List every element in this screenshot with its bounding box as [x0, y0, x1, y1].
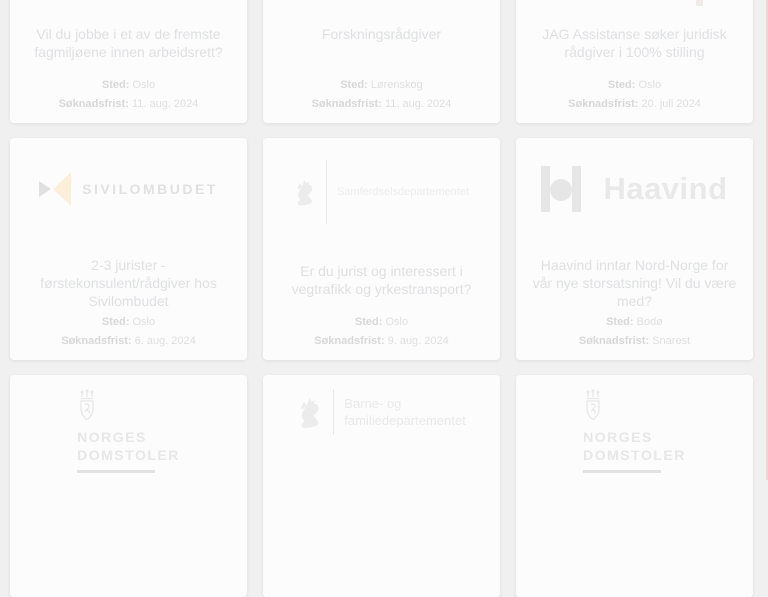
deadline-value: 9. aug. 2024 [387, 335, 449, 347]
deadline-label: Søknadsfrist: [314, 335, 385, 347]
norway-coat-of-arms-icon [297, 395, 323, 429]
department-name-line2: familiedepartementet [344, 413, 466, 428]
job-title: Vil du jobbe i et av de fremste fagmiljøene innen arbeidsrett? [34, 26, 223, 60]
haavind-logo-text: Haavind [603, 171, 728, 206]
norges-domstoler-line2: DOMSTOLER [583, 447, 686, 463]
job-title: Haavind inntar Nord-Norge for vår nye storsatsning! Vil du være med? [532, 257, 737, 309]
logo-underline [583, 470, 661, 473]
haavind-monogram-icon [541, 166, 581, 212]
employer-logo-area [26, 146, 231, 232]
job-meta [312, 73, 452, 113]
deadline-value: Snarest [652, 335, 691, 347]
norway-coat-of-arms-icon [294, 177, 316, 207]
employer-logo-area [532, 389, 737, 473]
logo-underline [77, 470, 155, 473]
job-meta [314, 310, 449, 350]
job-title: Er du jurist og interessert i vegtrafikk og yrkestransport? [291, 263, 472, 297]
location-value: Bodø [636, 316, 663, 328]
sivilombudet-logo-text: SIVILOMBUDET [82, 181, 218, 197]
location-label: Sted: [101, 316, 130, 328]
sivilombudet-logo [39, 172, 218, 206]
department-name: Samferdselsdepartementet [336, 186, 470, 198]
deadline-label: Søknadsfrist: [58, 98, 129, 110]
job-title: Forskningsrådgiver [321, 26, 442, 42]
samferdselsdepartementet-logo [294, 160, 469, 224]
job-title: JAG Assistanse søker juridisk rådgiver i 100% stilling [542, 26, 727, 60]
norges-domstoler-line1: NORGES [77, 429, 147, 445]
job-location [568, 78, 701, 92]
job-card[interactable] [10, 0, 247, 123]
location-value: Lørenskog [370, 79, 423, 91]
job-card[interactable] [263, 0, 500, 123]
job-meta [59, 73, 199, 113]
job-listing-grid [10, 0, 753, 597]
department-name-line1: Barne- og [344, 396, 402, 411]
job-location [314, 315, 449, 329]
location-value: Oslo [132, 316, 156, 328]
employer-logo-area [26, 389, 231, 473]
deadline-value: 11. aug. 2024 [384, 98, 452, 110]
court-crest-icon [584, 389, 602, 423]
job-deadline [314, 334, 449, 348]
job-deadline [59, 97, 199, 111]
job-location [61, 315, 196, 329]
department-name [344, 395, 465, 429]
location-label: Sted: [340, 79, 368, 91]
employer-logo-area [279, 146, 484, 238]
job-deadline [579, 334, 690, 348]
job-card[interactable] [516, 375, 753, 597]
deadline-value: 11. aug. 2024 [131, 98, 199, 110]
job-location [312, 78, 452, 92]
location-label: Sted: [354, 316, 383, 328]
employer-logo-area [532, 146, 737, 232]
employer-logo-area [279, 389, 484, 435]
deadline-label: Søknadsfrist: [578, 335, 650, 347]
location-label: Sted: [101, 79, 130, 91]
deadline-value: 20. juli 2024 [641, 98, 701, 110]
employer-logo-area [279, 0, 484, 1]
sivilombudet-arrow-icon [53, 172, 71, 206]
job-deadline [312, 97, 452, 111]
job-meta [579, 310, 690, 350]
deadline-value: 6. aug. 2024 [134, 335, 196, 347]
job-card[interactable] [263, 375, 500, 597]
location-value: Oslo [638, 79, 662, 91]
location-label: Sted: [606, 316, 634, 328]
location-value: Oslo [132, 79, 156, 91]
job-location [579, 315, 690, 329]
haavind-logo [541, 166, 727, 212]
employer-logo-area [26, 0, 231, 1]
norges-domstoler-logo [77, 389, 180, 473]
logo-divider [326, 160, 327, 224]
logo-divider [333, 389, 334, 435]
job-card[interactable] [263, 138, 500, 360]
deadline-label: Søknadsfrist: [568, 98, 639, 110]
cutoff-logo-icon [696, 0, 703, 6]
job-card[interactable] [10, 375, 247, 597]
deadline-label: Søknadsfrist: [61, 335, 132, 347]
job-meta [61, 310, 196, 350]
norges-domstoler-line2: DOMSTOLER [77, 447, 180, 463]
job-meta [568, 73, 701, 113]
employer-logo-area [532, 0, 737, 1]
job-location [59, 78, 199, 92]
norges-domstoler-line1: NORGES [583, 429, 653, 445]
job-deadline [61, 334, 196, 348]
barne-og-familiedepartementet-logo [297, 389, 465, 435]
job-title: 2-3 jurister - førstekonsulent/rådgiver hos Sivilombudet [40, 257, 217, 309]
sivilombudet-arrow-icon [39, 181, 51, 197]
norges-domstoler-logo [583, 389, 686, 473]
job-card[interactable] [10, 138, 247, 360]
job-card[interactable] [516, 138, 753, 360]
court-crest-icon [78, 389, 96, 423]
job-card[interactable] [516, 0, 753, 123]
location-value: Oslo [385, 316, 409, 328]
deadline-label: Søknadsfrist: [311, 98, 382, 110]
location-label: Sted: [607, 79, 636, 91]
job-deadline [568, 97, 701, 111]
